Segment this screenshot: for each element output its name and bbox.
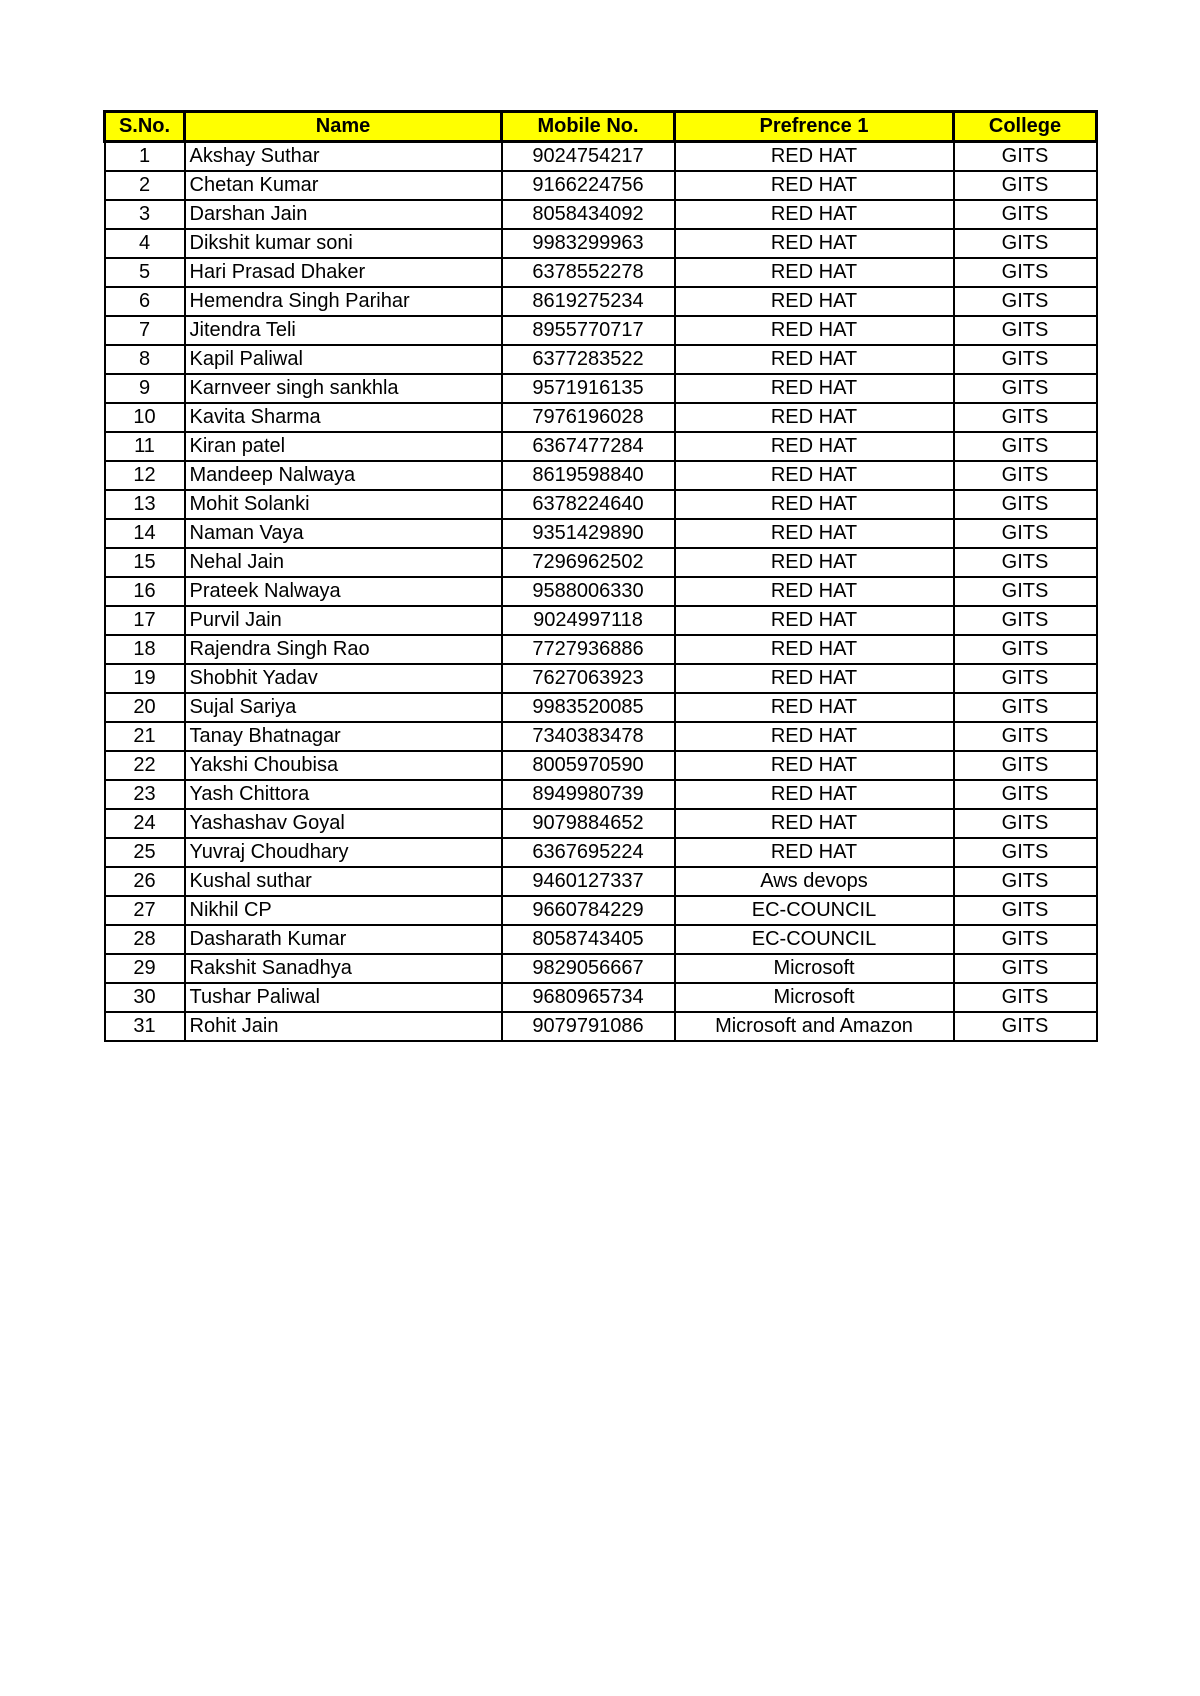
cell-preference: RED HAT	[675, 577, 954, 606]
table-row	[105, 635, 1097, 664]
cell-mobile: 7296962502	[502, 548, 675, 577]
cell-name: Chetan Kumar	[185, 171, 502, 200]
cell-sno: 4	[105, 229, 185, 258]
cell-mobile: 9571916135	[502, 374, 675, 403]
cell-name: Sujal Sariya	[185, 693, 502, 722]
cell-mobile: 9983299963	[502, 229, 675, 258]
cell-college: GITS	[954, 461, 1097, 490]
cell-sno: 25	[105, 838, 185, 867]
cell-preference: RED HAT	[675, 751, 954, 780]
table-row	[105, 838, 1097, 867]
cell-mobile: 6378552278	[502, 258, 675, 287]
cell-mobile: 9460127337	[502, 867, 675, 896]
cell-college: GITS	[954, 577, 1097, 606]
cell-college: GITS	[954, 780, 1097, 809]
cell-preference: Microsoft	[675, 983, 954, 1012]
cell-mobile: 9024997118	[502, 606, 675, 635]
cell-sno: 1	[105, 142, 185, 172]
cell-preference: Microsoft	[675, 954, 954, 983]
cell-college: GITS	[954, 519, 1097, 548]
cell-sno: 26	[105, 867, 185, 896]
cell-sno: 24	[105, 809, 185, 838]
cell-name: Kavita Sharma	[185, 403, 502, 432]
header-college: College	[954, 112, 1097, 142]
cell-college: GITS	[954, 722, 1097, 751]
cell-college: GITS	[954, 490, 1097, 519]
table-row	[105, 287, 1097, 316]
table-row	[105, 142, 1097, 172]
cell-name: Yakshi Choubisa	[185, 751, 502, 780]
cell-preference: RED HAT	[675, 200, 954, 229]
table-row	[105, 316, 1097, 345]
table-body	[105, 142, 1097, 1042]
cell-college: GITS	[954, 229, 1097, 258]
cell-preference: RED HAT	[675, 142, 954, 172]
cell-preference: RED HAT	[675, 548, 954, 577]
cell-name: Yuvraj Choudhary	[185, 838, 502, 867]
cell-preference: RED HAT	[675, 664, 954, 693]
cell-sno: 23	[105, 780, 185, 809]
cell-mobile: 7727936886	[502, 635, 675, 664]
table-row	[105, 548, 1097, 577]
cell-sno: 5	[105, 258, 185, 287]
cell-preference: RED HAT	[675, 519, 954, 548]
cell-sno: 3	[105, 200, 185, 229]
cell-sno: 31	[105, 1012, 185, 1041]
cell-name: Rohit Jain	[185, 1012, 502, 1041]
cell-mobile: 9680965734	[502, 983, 675, 1012]
table-row	[105, 954, 1097, 983]
cell-college: GITS	[954, 1012, 1097, 1041]
cell-mobile: 8619275234	[502, 287, 675, 316]
cell-preference: RED HAT	[675, 316, 954, 345]
table-row	[105, 606, 1097, 635]
cell-college: GITS	[954, 287, 1097, 316]
cell-name: Yash Chittora	[185, 780, 502, 809]
table-header-row	[105, 112, 1097, 142]
table-row	[105, 722, 1097, 751]
table-row	[105, 171, 1097, 200]
cell-preference: RED HAT	[675, 374, 954, 403]
header-name: Name	[185, 112, 502, 142]
table-row	[105, 345, 1097, 374]
cell-preference: RED HAT	[675, 780, 954, 809]
cell-mobile: 7976196028	[502, 403, 675, 432]
cell-sno: 19	[105, 664, 185, 693]
cell-college: GITS	[954, 403, 1097, 432]
cell-name: Yashashav Goyal	[185, 809, 502, 838]
cell-college: GITS	[954, 432, 1097, 461]
cell-college: GITS	[954, 838, 1097, 867]
cell-sno: 12	[105, 461, 185, 490]
cell-name: Mandeep Nalwaya	[185, 461, 502, 490]
cell-preference: RED HAT	[675, 345, 954, 374]
header-mobile: Mobile No.	[502, 112, 675, 142]
cell-preference: RED HAT	[675, 258, 954, 287]
cell-college: GITS	[954, 606, 1097, 635]
cell-sno: 20	[105, 693, 185, 722]
cell-preference: RED HAT	[675, 838, 954, 867]
cell-name: Dasharath Kumar	[185, 925, 502, 954]
cell-mobile: 9351429890	[502, 519, 675, 548]
cell-college: GITS	[954, 896, 1097, 925]
cell-name: Nikhil CP	[185, 896, 502, 925]
cell-college: GITS	[954, 925, 1097, 954]
cell-name: Kiran patel	[185, 432, 502, 461]
cell-preference: RED HAT	[675, 432, 954, 461]
cell-mobile: 6377283522	[502, 345, 675, 374]
cell-sno: 17	[105, 606, 185, 635]
cell-sno: 21	[105, 722, 185, 751]
cell-sno: 18	[105, 635, 185, 664]
table-row	[105, 664, 1097, 693]
cell-sno: 16	[105, 577, 185, 606]
cell-name: Akshay Suthar	[185, 142, 502, 172]
cell-name: Kushal suthar	[185, 867, 502, 896]
cell-mobile: 9588006330	[502, 577, 675, 606]
cell-preference: RED HAT	[675, 229, 954, 258]
cell-name: Hari Prasad Dhaker	[185, 258, 502, 287]
cell-sno: 9	[105, 374, 185, 403]
cell-sno: 14	[105, 519, 185, 548]
cell-name: Rakshit Sanadhya	[185, 954, 502, 983]
cell-college: GITS	[954, 809, 1097, 838]
cell-name: Karnveer singh sankhla	[185, 374, 502, 403]
cell-preference: RED HAT	[675, 461, 954, 490]
table-row	[105, 693, 1097, 722]
cell-mobile: 9983520085	[502, 693, 675, 722]
cell-mobile: 9660784229	[502, 896, 675, 925]
cell-preference: RED HAT	[675, 403, 954, 432]
cell-sno: 30	[105, 983, 185, 1012]
table-row	[105, 896, 1097, 925]
cell-mobile: 6378224640	[502, 490, 675, 519]
cell-sno: 2	[105, 171, 185, 200]
table-row	[105, 983, 1097, 1012]
cell-preference: Microsoft and Amazon	[675, 1012, 954, 1041]
cell-name: Kapil Paliwal	[185, 345, 502, 374]
cell-sno: 22	[105, 751, 185, 780]
cell-sno: 11	[105, 432, 185, 461]
table-row	[105, 490, 1097, 519]
table-row	[105, 258, 1097, 287]
table-row	[105, 461, 1097, 490]
cell-preference: RED HAT	[675, 809, 954, 838]
table-row	[105, 751, 1097, 780]
table-row	[105, 867, 1097, 896]
cell-preference: Aws devops	[675, 867, 954, 896]
cell-mobile: 9024754217	[502, 142, 675, 172]
cell-name: Dikshit kumar soni	[185, 229, 502, 258]
cell-name: Prateek Nalwaya	[185, 577, 502, 606]
cell-college: GITS	[954, 345, 1097, 374]
table-row	[105, 809, 1097, 838]
cell-mobile: 8005970590	[502, 751, 675, 780]
cell-mobile: 6367477284	[502, 432, 675, 461]
cell-sno: 6	[105, 287, 185, 316]
cell-mobile: 8949980739	[502, 780, 675, 809]
cell-name: Nehal Jain	[185, 548, 502, 577]
cell-preference: RED HAT	[675, 635, 954, 664]
cell-college: GITS	[954, 693, 1097, 722]
cell-name: Naman Vaya	[185, 519, 502, 548]
table-row	[105, 374, 1097, 403]
cell-name: Jitendra Teli	[185, 316, 502, 345]
cell-preference: RED HAT	[675, 171, 954, 200]
table-row	[105, 432, 1097, 461]
cell-mobile: 7627063923	[502, 664, 675, 693]
table-row	[105, 200, 1097, 229]
cell-college: GITS	[954, 548, 1097, 577]
cell-name: Tushar Paliwal	[185, 983, 502, 1012]
cell-sno: 13	[105, 490, 185, 519]
table-row	[105, 519, 1097, 548]
cell-mobile: 8058434092	[502, 200, 675, 229]
cell-mobile: 8058743405	[502, 925, 675, 954]
cell-name: Rajendra Singh Rao	[185, 635, 502, 664]
cell-college: GITS	[954, 664, 1097, 693]
cell-mobile: 8955770717	[502, 316, 675, 345]
cell-college: GITS	[954, 200, 1097, 229]
cell-college: GITS	[954, 954, 1097, 983]
cell-mobile: 9079791086	[502, 1012, 675, 1041]
table-row	[105, 780, 1097, 809]
cell-college: GITS	[954, 751, 1097, 780]
cell-name: Purvil Jain	[185, 606, 502, 635]
cell-name: Mohit Solanki	[185, 490, 502, 519]
cell-mobile: 9829056667	[502, 954, 675, 983]
cell-sno: 27	[105, 896, 185, 925]
header-sno: S.No.	[105, 112, 185, 142]
cell-preference: RED HAT	[675, 722, 954, 751]
cell-sno: 8	[105, 345, 185, 374]
cell-college: GITS	[954, 171, 1097, 200]
cell-name: Hemendra Singh Parihar	[185, 287, 502, 316]
table-row	[105, 1012, 1097, 1041]
cell-preference: EC-COUNCIL	[675, 925, 954, 954]
cell-preference: RED HAT	[675, 490, 954, 519]
cell-college: GITS	[954, 867, 1097, 896]
table-row	[105, 925, 1097, 954]
cell-preference: EC-COUNCIL	[675, 896, 954, 925]
cell-mobile: 9079884652	[502, 809, 675, 838]
cell-preference: RED HAT	[675, 287, 954, 316]
cell-sno: 28	[105, 925, 185, 954]
cell-college: GITS	[954, 258, 1097, 287]
table-row	[105, 403, 1097, 432]
cell-sno: 15	[105, 548, 185, 577]
table-row	[105, 229, 1097, 258]
cell-name: Tanay Bhatnagar	[185, 722, 502, 751]
registration-table	[103, 110, 1098, 1042]
cell-mobile: 6367695224	[502, 838, 675, 867]
table-row	[105, 577, 1097, 606]
cell-name: Darshan Jain	[185, 200, 502, 229]
cell-mobile: 8619598840	[502, 461, 675, 490]
cell-preference: RED HAT	[675, 606, 954, 635]
cell-mobile: 9166224756	[502, 171, 675, 200]
cell-sno: 10	[105, 403, 185, 432]
cell-college: GITS	[954, 635, 1097, 664]
cell-college: GITS	[954, 374, 1097, 403]
cell-mobile: 7340383478	[502, 722, 675, 751]
cell-college: GITS	[954, 316, 1097, 345]
cell-sno: 29	[105, 954, 185, 983]
cell-sno: 7	[105, 316, 185, 345]
cell-college: GITS	[954, 142, 1097, 172]
cell-preference: RED HAT	[675, 693, 954, 722]
cell-college: GITS	[954, 983, 1097, 1012]
cell-name: Shobhit Yadav	[185, 664, 502, 693]
header-preference: Prefrence 1	[675, 112, 954, 142]
